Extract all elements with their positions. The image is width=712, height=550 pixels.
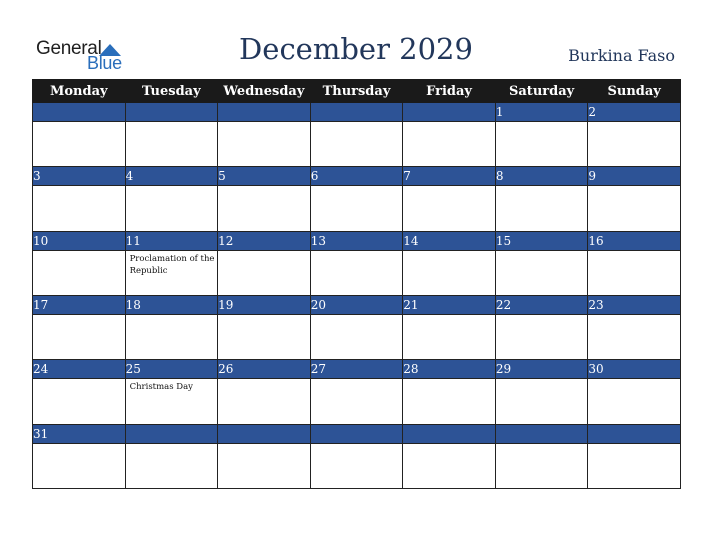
holiday-label bbox=[403, 379, 495, 381]
day-number: 17 bbox=[33, 295, 126, 314]
day-number bbox=[33, 103, 126, 122]
holiday-label bbox=[496, 444, 588, 446]
day-cell bbox=[495, 315, 588, 360]
day-cell bbox=[310, 443, 403, 488]
day-cell bbox=[495, 186, 588, 231]
day-number: 23 bbox=[588, 295, 681, 314]
holiday-label bbox=[588, 122, 680, 124]
day-cell bbox=[310, 186, 403, 231]
day-cell bbox=[588, 250, 681, 295]
holiday-label bbox=[33, 251, 125, 253]
week-body-row bbox=[33, 186, 681, 231]
holiday-label bbox=[33, 444, 125, 446]
day-number bbox=[218, 103, 311, 122]
week-number-row bbox=[33, 295, 681, 314]
holiday-label bbox=[33, 315, 125, 317]
day-cell bbox=[33, 443, 126, 488]
day-number bbox=[403, 424, 496, 443]
day-number: 29 bbox=[495, 360, 588, 379]
day-cell bbox=[125, 443, 218, 488]
day-cell bbox=[403, 122, 496, 167]
day-cell bbox=[403, 443, 496, 488]
day-cell bbox=[310, 122, 403, 167]
weekday-header: Monday bbox=[33, 80, 126, 103]
holiday-label bbox=[588, 251, 680, 253]
day-cell bbox=[33, 122, 126, 167]
holiday-label bbox=[311, 186, 403, 188]
page-title: December 2029 bbox=[239, 32, 473, 66]
day-number bbox=[495, 424, 588, 443]
day-cell bbox=[495, 250, 588, 295]
week-body-row bbox=[33, 250, 681, 295]
day-cell bbox=[588, 186, 681, 231]
holiday-label: Christmas Day bbox=[129, 382, 193, 393]
week-number-row bbox=[33, 167, 681, 186]
logo-text-blue: Blue bbox=[87, 53, 122, 73]
day-number: 31 bbox=[33, 424, 126, 443]
day-cell bbox=[218, 315, 311, 360]
day-cell bbox=[33, 315, 126, 360]
logo-text-general: General bbox=[36, 38, 102, 59]
day-cell bbox=[125, 315, 218, 360]
holiday-label bbox=[218, 122, 310, 124]
day-cell bbox=[218, 379, 311, 424]
holiday-label bbox=[33, 186, 125, 188]
day-number bbox=[310, 103, 403, 122]
day-cell bbox=[218, 186, 311, 231]
day-number: 7 bbox=[403, 167, 496, 186]
holiday-label bbox=[218, 379, 310, 381]
day-cell bbox=[495, 379, 588, 424]
day-number: 5 bbox=[218, 167, 311, 186]
day-number bbox=[218, 424, 311, 443]
holiday-label: Proclamation of the Republic bbox=[129, 253, 215, 276]
country-label: Burkina Faso bbox=[568, 46, 675, 65]
day-number: 2 bbox=[588, 103, 681, 122]
day-number: 6 bbox=[310, 167, 403, 186]
week-body-row bbox=[33, 315, 681, 360]
holiday-label bbox=[403, 122, 495, 124]
holiday-label bbox=[403, 444, 495, 446]
day-cell bbox=[125, 186, 218, 231]
day-number: 27 bbox=[310, 360, 403, 379]
holiday-label bbox=[588, 186, 680, 188]
day-number: 4 bbox=[125, 167, 218, 186]
day-cell bbox=[218, 122, 311, 167]
holiday-label bbox=[496, 379, 588, 381]
day-number: 18 bbox=[125, 295, 218, 314]
day-number: 3 bbox=[33, 167, 126, 186]
weekday-header: Friday bbox=[403, 80, 496, 103]
day-cell bbox=[403, 315, 496, 360]
holiday-label bbox=[311, 315, 403, 317]
week-body-row bbox=[33, 122, 681, 167]
week-number-row bbox=[33, 103, 681, 122]
holiday-label bbox=[311, 122, 403, 124]
day-number: 16 bbox=[588, 231, 681, 250]
day-number: 9 bbox=[588, 167, 681, 186]
holiday-label bbox=[311, 379, 403, 381]
day-cell bbox=[403, 186, 496, 231]
holiday-label bbox=[218, 251, 310, 253]
weekday-header: Thursday bbox=[310, 80, 403, 103]
weekday-header: Sunday bbox=[588, 80, 681, 103]
day-number: 19 bbox=[218, 295, 311, 314]
week-number-row bbox=[33, 360, 681, 379]
weekday-header-row bbox=[33, 80, 681, 103]
holiday-label bbox=[588, 379, 680, 381]
day-cell bbox=[588, 379, 681, 424]
day-cell bbox=[495, 122, 588, 167]
day-cell bbox=[310, 315, 403, 360]
weekday-header: Saturday bbox=[495, 80, 588, 103]
day-cell bbox=[310, 250, 403, 295]
day-cell bbox=[588, 315, 681, 360]
week-number-row bbox=[33, 231, 681, 250]
day-number: 10 bbox=[33, 231, 126, 250]
day-cell bbox=[218, 443, 311, 488]
day-number: 20 bbox=[310, 295, 403, 314]
day-cell bbox=[125, 250, 218, 295]
day-number bbox=[125, 103, 218, 122]
day-number: 12 bbox=[218, 231, 311, 250]
holiday-label bbox=[311, 251, 403, 253]
holiday-label bbox=[588, 315, 680, 317]
day-number: 28 bbox=[403, 360, 496, 379]
day-number bbox=[310, 424, 403, 443]
holiday-label bbox=[496, 122, 588, 124]
day-number bbox=[588, 424, 681, 443]
holiday-label bbox=[403, 251, 495, 253]
day-number bbox=[125, 424, 218, 443]
holiday-label bbox=[33, 122, 125, 124]
holiday-label bbox=[126, 186, 218, 188]
day-number: 25 bbox=[125, 360, 218, 379]
day-cell bbox=[218, 250, 311, 295]
weekday-header: Wednesday bbox=[218, 80, 311, 103]
day-number: 15 bbox=[495, 231, 588, 250]
day-number: 14 bbox=[403, 231, 496, 250]
day-cell bbox=[588, 443, 681, 488]
day-number: 30 bbox=[588, 360, 681, 379]
holiday-label bbox=[218, 186, 310, 188]
day-number: 24 bbox=[33, 360, 126, 379]
holiday-label bbox=[311, 444, 403, 446]
holiday-label bbox=[126, 444, 218, 446]
holiday-label bbox=[403, 315, 495, 317]
holiday-label bbox=[496, 315, 588, 317]
holiday-label bbox=[496, 251, 588, 253]
day-cell bbox=[495, 443, 588, 488]
week-body-row bbox=[33, 379, 681, 424]
day-number: 11 bbox=[125, 231, 218, 250]
weekday-header: Tuesday bbox=[125, 80, 218, 103]
day-cell bbox=[33, 379, 126, 424]
holiday-label bbox=[588, 444, 680, 446]
holiday-label bbox=[496, 186, 588, 188]
week-body-row bbox=[33, 443, 681, 488]
day-cell bbox=[310, 379, 403, 424]
day-number bbox=[403, 103, 496, 122]
day-number: 26 bbox=[218, 360, 311, 379]
day-number: 22 bbox=[495, 295, 588, 314]
day-cell bbox=[125, 122, 218, 167]
day-number: 21 bbox=[403, 295, 496, 314]
day-cell bbox=[403, 250, 496, 295]
day-number: 8 bbox=[495, 167, 588, 186]
day-cell bbox=[33, 186, 126, 231]
day-cell bbox=[588, 122, 681, 167]
day-cell bbox=[125, 379, 218, 424]
holiday-label bbox=[126, 122, 218, 124]
day-number: 1 bbox=[495, 103, 588, 122]
day-cell bbox=[403, 379, 496, 424]
week-number-row bbox=[33, 424, 681, 443]
holiday-label bbox=[126, 315, 218, 317]
day-number: 13 bbox=[310, 231, 403, 250]
holiday-label bbox=[403, 186, 495, 188]
calendar-grid bbox=[32, 79, 681, 489]
holiday-label bbox=[218, 444, 310, 446]
holiday-label bbox=[218, 315, 310, 317]
day-cell bbox=[33, 250, 126, 295]
holiday-label bbox=[33, 379, 125, 381]
